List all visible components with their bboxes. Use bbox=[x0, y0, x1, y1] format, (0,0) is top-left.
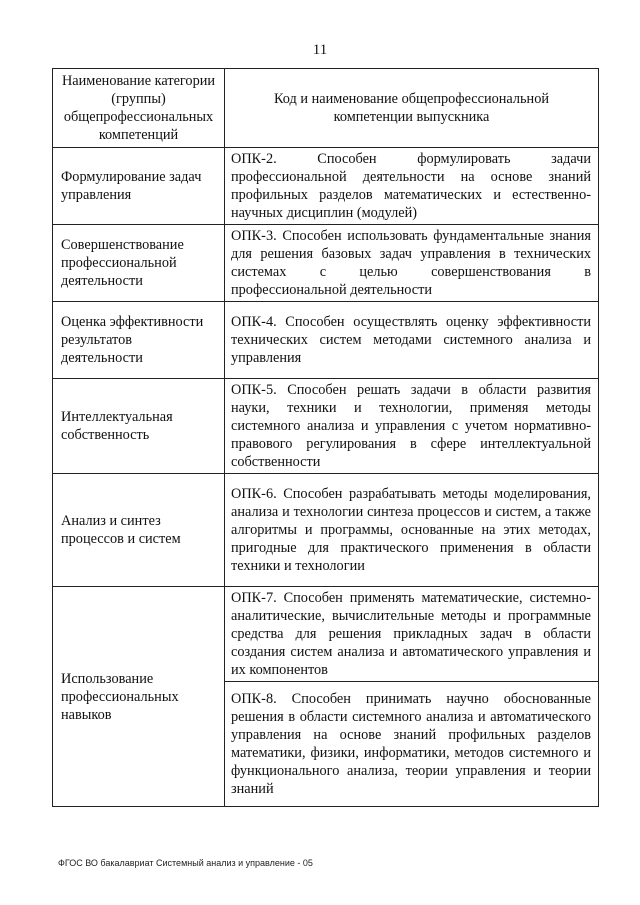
header-competency: Код и наименование общепрофессиональной компетенции выпускника bbox=[225, 69, 599, 148]
competency-cell-opk8: ОПК-8. Способен принимать научно обоснованные решения в области системного анализа и автоматического управления на основе знаний профильных разделов математики, физики, информатики, методов системного и функционального анализа, теории управления и теории знаний bbox=[225, 682, 599, 807]
category-cell: Использование профессиональных навыков bbox=[53, 587, 225, 807]
competency-cell-opk4: ОПК-4. Способен осуществлять оценку эффективности технических систем методами системного анализа и управления bbox=[225, 302, 599, 379]
table-row bbox=[53, 148, 599, 225]
document-footer: ФГОС ВО бакалавриат Системный анализ и управление - 05 bbox=[58, 858, 313, 868]
competency-cell-opk6: ОПК-6. Способен разрабатывать методы моделирования, анализа и технологии синтеза процессов и систем, а также алгоритмы и программы, основанные на этих методах, пригодные для практического применения в области техники и технологии bbox=[225, 474, 599, 587]
category-cell: Оценка эффективности результатов деятельности bbox=[53, 302, 225, 379]
table-row bbox=[53, 302, 599, 379]
category-cell: Совершенствование профессиональной деятельности bbox=[53, 225, 225, 302]
category-cell: Интеллектуальная собственность bbox=[53, 379, 225, 474]
header-category: Наименование категории (группы) общепрофессиональных компетенций bbox=[53, 69, 225, 148]
table-row bbox=[53, 587, 599, 682]
competency-cell-opk2: ОПК-2. Способен формулировать задачи профессиональной деятельности на основе знаний профильных разделов математических и естественно-научных дисциплин (модулей) bbox=[225, 148, 599, 225]
competency-table bbox=[52, 68, 599, 807]
table-row bbox=[53, 474, 599, 587]
table-row bbox=[53, 379, 599, 474]
category-cell: Анализ и синтез процессов и систем bbox=[53, 474, 225, 587]
page-number: 11 bbox=[312, 42, 328, 58]
table-row bbox=[53, 225, 599, 302]
competency-cell-opk5: ОПК-5. Способен решать задачи в области развития науки, техники и технологии, применяя методы системного анализа и управления с учетом нормативно-правового регулирования в сфере интеллектуальной собственности bbox=[225, 379, 599, 474]
competency-cell-opk3: ОПК-3. Способен использовать фундаментальные знания для решения базовых задач управления в технических системах с целью совершенствования в профессиональной деятельности bbox=[225, 225, 599, 302]
table-header-row bbox=[53, 69, 599, 148]
competency-cell-opk7: ОПК-7. Способен применять математические, системно-аналитические, вычислительные методы и программные средства для решения прикладных задач в области создания систем анализа и автоматического управления и их компонентов bbox=[225, 587, 599, 682]
category-cell: Формулирование задач управления bbox=[53, 148, 225, 225]
